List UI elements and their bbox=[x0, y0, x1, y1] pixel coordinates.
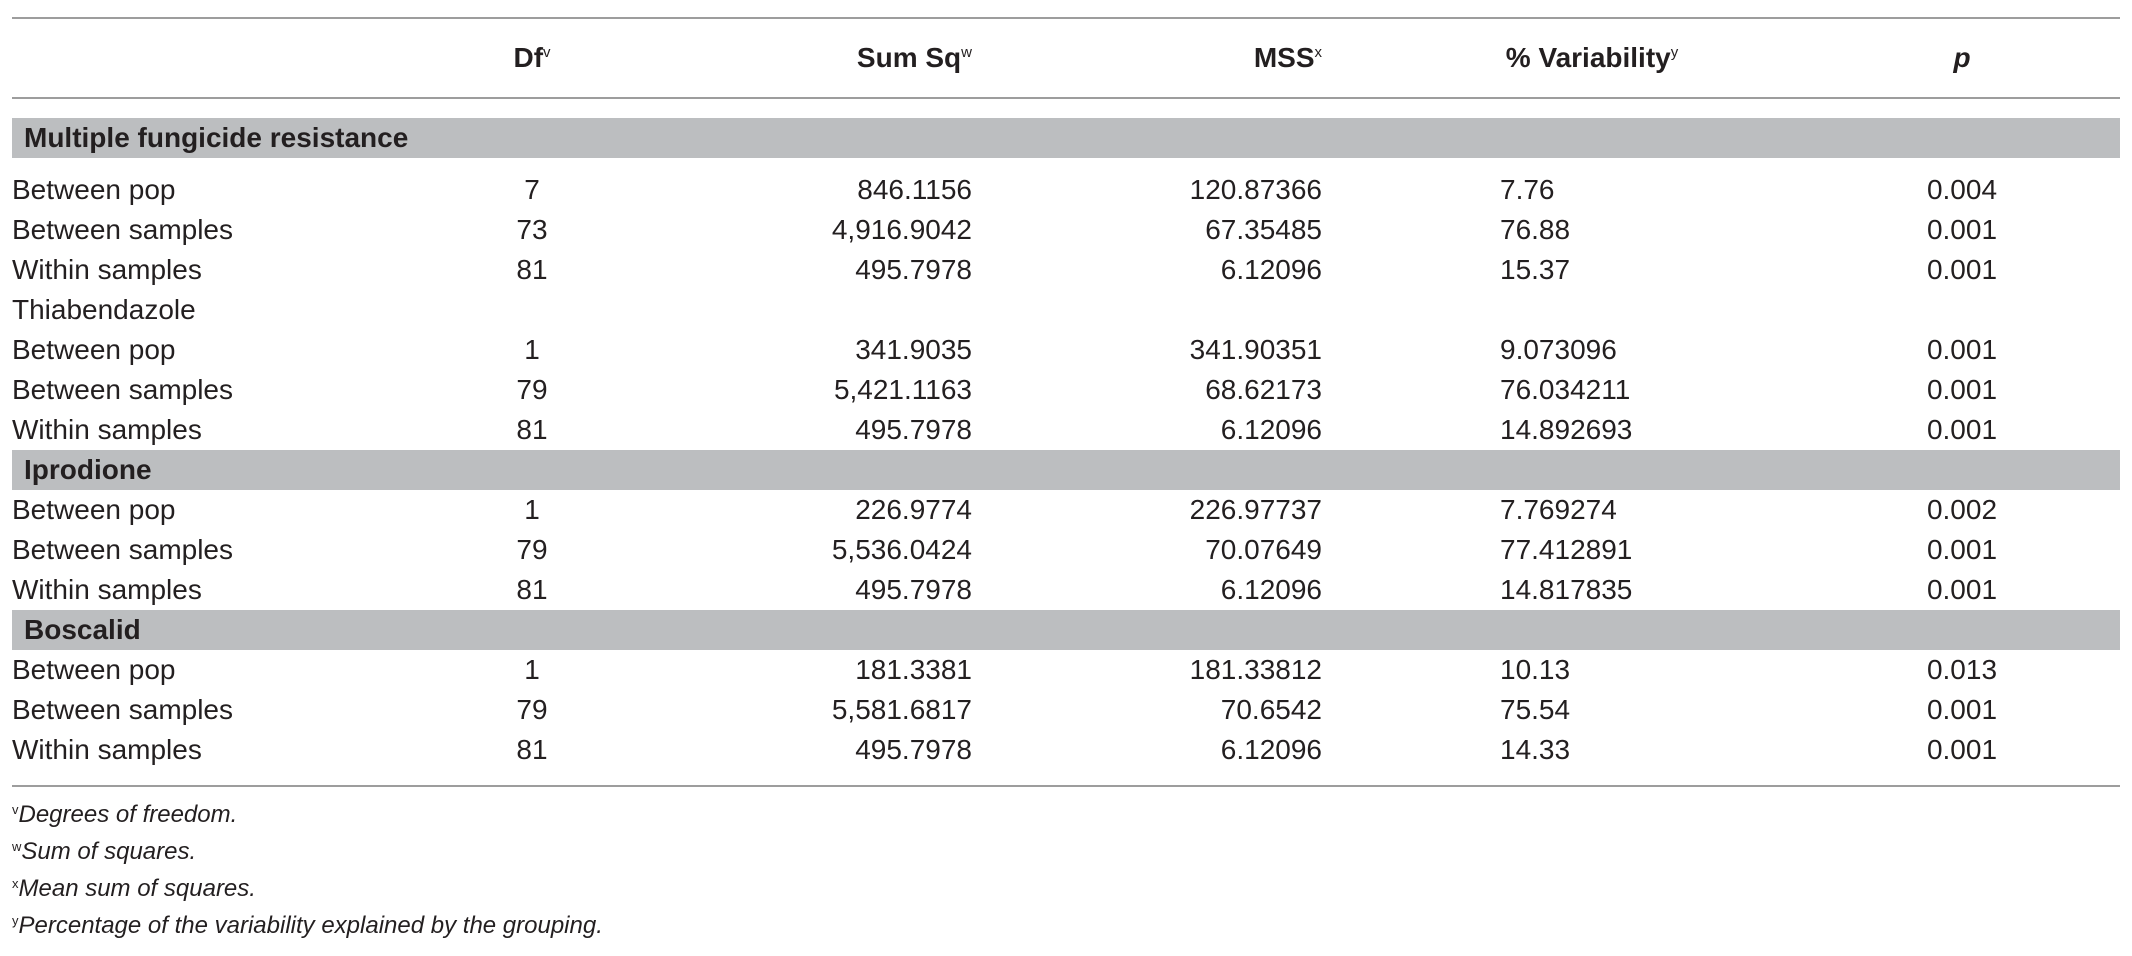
table-row bbox=[12, 650, 2120, 690]
top-rule bbox=[12, 17, 2120, 19]
header-p: p bbox=[1953, 42, 1971, 73]
section-subtitle: Thiabendazole bbox=[12, 294, 196, 325]
cell-mss: 120.87366 bbox=[1189, 174, 1322, 205]
footnote: $^x$Mean sum of squares. bbox=[12, 875, 256, 902]
cell-variability: 7.769274 bbox=[1500, 494, 1617, 525]
header-row bbox=[12, 38, 2120, 78]
row-label: Between pop bbox=[12, 654, 176, 685]
cell-df: 7 bbox=[524, 174, 540, 205]
table-row bbox=[12, 330, 2120, 370]
cell-df: 1 bbox=[524, 334, 540, 365]
row-label: Between samples bbox=[12, 534, 234, 565]
table-row bbox=[12, 570, 2120, 610]
table-row bbox=[12, 690, 2120, 730]
section-subtitle-thiabendazole bbox=[12, 290, 2120, 330]
cell-df: 81 bbox=[516, 734, 548, 765]
cell-sum-sq: 495.7978 bbox=[855, 734, 972, 765]
table-row bbox=[12, 210, 2120, 250]
table-row bbox=[12, 370, 2120, 410]
table-row bbox=[12, 490, 2120, 530]
row-label: Between pop bbox=[12, 334, 176, 365]
cell-sum-sq: 226.9774 bbox=[855, 494, 972, 525]
cell-df: 73 bbox=[516, 214, 548, 245]
row-label: Between samples bbox=[12, 374, 234, 405]
header-variability: % Variability$^y$ bbox=[1505, 42, 1679, 73]
section-title-multiple-fungicide-resistance: Multiple fungicide resistance bbox=[12, 118, 2120, 158]
row-label: Within samples bbox=[12, 734, 202, 765]
table-row bbox=[12, 530, 2120, 570]
cell-sum-sq: 5,421.1163 bbox=[833, 374, 972, 405]
cell-p: 0.001 bbox=[1926, 214, 1998, 245]
cell-variability: 76.034211 bbox=[1500, 374, 1631, 405]
cell-variability: 14.892693 bbox=[1500, 414, 1633, 445]
cell-variability: 76.88 bbox=[1500, 214, 1571, 245]
cell-df: 81 bbox=[516, 254, 548, 285]
cell-df: 1 bbox=[524, 494, 540, 525]
cell-mss: 67.35485 bbox=[1205, 214, 1322, 245]
cell-p: 0.001 bbox=[1926, 734, 1998, 765]
cell-mss: 68.62173 bbox=[1205, 374, 1322, 405]
cell-mss: 70.6542 bbox=[1220, 694, 1322, 725]
cell-p: 0.001 bbox=[1926, 574, 1998, 605]
cell-sum-sq: 341.9035 bbox=[855, 334, 972, 365]
cell-mss: 70.07649 bbox=[1205, 534, 1322, 565]
table-row bbox=[12, 170, 2120, 210]
header-sum-sq: Sum Sq$^w$ bbox=[856, 42, 972, 73]
cell-p: 0.001 bbox=[1926, 254, 1998, 285]
cell-variability: 7.76 bbox=[1500, 174, 1555, 205]
header-rule bbox=[12, 97, 2120, 99]
footnote: $^y$Percentage of the variability explained by the grouping. bbox=[12, 912, 603, 939]
header-df: Df$^v$ bbox=[513, 42, 551, 73]
cell-sum-sq: 181.3381 bbox=[855, 654, 972, 685]
cell-mss: 341.90351 bbox=[1189, 334, 1322, 365]
cell-mss: 6.12096 bbox=[1220, 734, 1322, 765]
cell-mss: 6.12096 bbox=[1220, 414, 1322, 445]
cell-df: 79 bbox=[516, 374, 548, 405]
cell-sum-sq: 846.1156 bbox=[857, 174, 972, 205]
row-label: Within samples bbox=[12, 414, 202, 445]
cell-variability: 75.54 bbox=[1500, 694, 1571, 725]
cell-p: 0.001 bbox=[1926, 334, 1998, 365]
cell-p: 0.001 bbox=[1926, 414, 1998, 445]
cell-p: 0.001 bbox=[1926, 534, 1998, 565]
cell-df: 79 bbox=[516, 534, 548, 565]
header-mss: MSS$^x$ bbox=[1253, 42, 1322, 73]
cell-p: 0.002 bbox=[1926, 494, 1998, 525]
cell-df: 79 bbox=[516, 694, 548, 725]
cell-df: 1 bbox=[524, 654, 540, 685]
row-label: Between pop bbox=[12, 494, 176, 525]
row-label: Within samples bbox=[12, 574, 202, 605]
cell-variability: 15.37 bbox=[1500, 254, 1571, 285]
cell-variability: 77.412891 bbox=[1500, 534, 1633, 565]
cell-mss: 181.33812 bbox=[1189, 654, 1322, 685]
section-title-boscalid: Boscalid bbox=[12, 610, 2120, 650]
cell-sum-sq: 5,581.6817 bbox=[831, 694, 972, 725]
table-row bbox=[12, 410, 2120, 450]
cell-p: 0.013 bbox=[1926, 654, 1998, 685]
cell-variability: 14.817835 bbox=[1500, 574, 1633, 605]
bottom-rule bbox=[12, 785, 2120, 787]
section-title-iprodione: Iprodione bbox=[12, 450, 2120, 490]
cell-mss: 226.97737 bbox=[1189, 494, 1322, 525]
cell-p: 0.004 bbox=[1926, 174, 1998, 205]
cell-variability: 10.13 bbox=[1500, 654, 1571, 685]
cell-variability: 14.33 bbox=[1500, 734, 1571, 765]
cell-mss: 6.12096 bbox=[1220, 574, 1322, 605]
cell-p: 0.001 bbox=[1926, 694, 1998, 725]
row-label: Within samples bbox=[12, 254, 202, 285]
row-label: Between samples bbox=[12, 694, 234, 725]
table-row bbox=[12, 250, 2120, 290]
cell-sum-sq: 495.7978 bbox=[855, 574, 972, 605]
cell-sum-sq: 5,536.0424 bbox=[831, 534, 972, 565]
row-label: Between samples bbox=[12, 214, 234, 245]
cell-sum-sq: 495.7978 bbox=[855, 414, 972, 445]
table-row bbox=[12, 730, 2120, 770]
cell-sum-sq: 495.7978 bbox=[855, 254, 972, 285]
cell-sum-sq: 4,916.9042 bbox=[831, 214, 972, 245]
cell-mss: 6.12096 bbox=[1220, 254, 1322, 285]
footnote: $^v$Degrees of freedom. bbox=[12, 801, 238, 828]
footnote: $^w$Sum of squares. bbox=[12, 838, 197, 865]
cell-df: 81 bbox=[516, 414, 548, 445]
cell-variability: 9.073096 bbox=[1500, 334, 1617, 365]
row-label: Between pop bbox=[12, 174, 176, 205]
cell-p: 0.001 bbox=[1926, 374, 1998, 405]
cell-df: 81 bbox=[516, 574, 548, 605]
